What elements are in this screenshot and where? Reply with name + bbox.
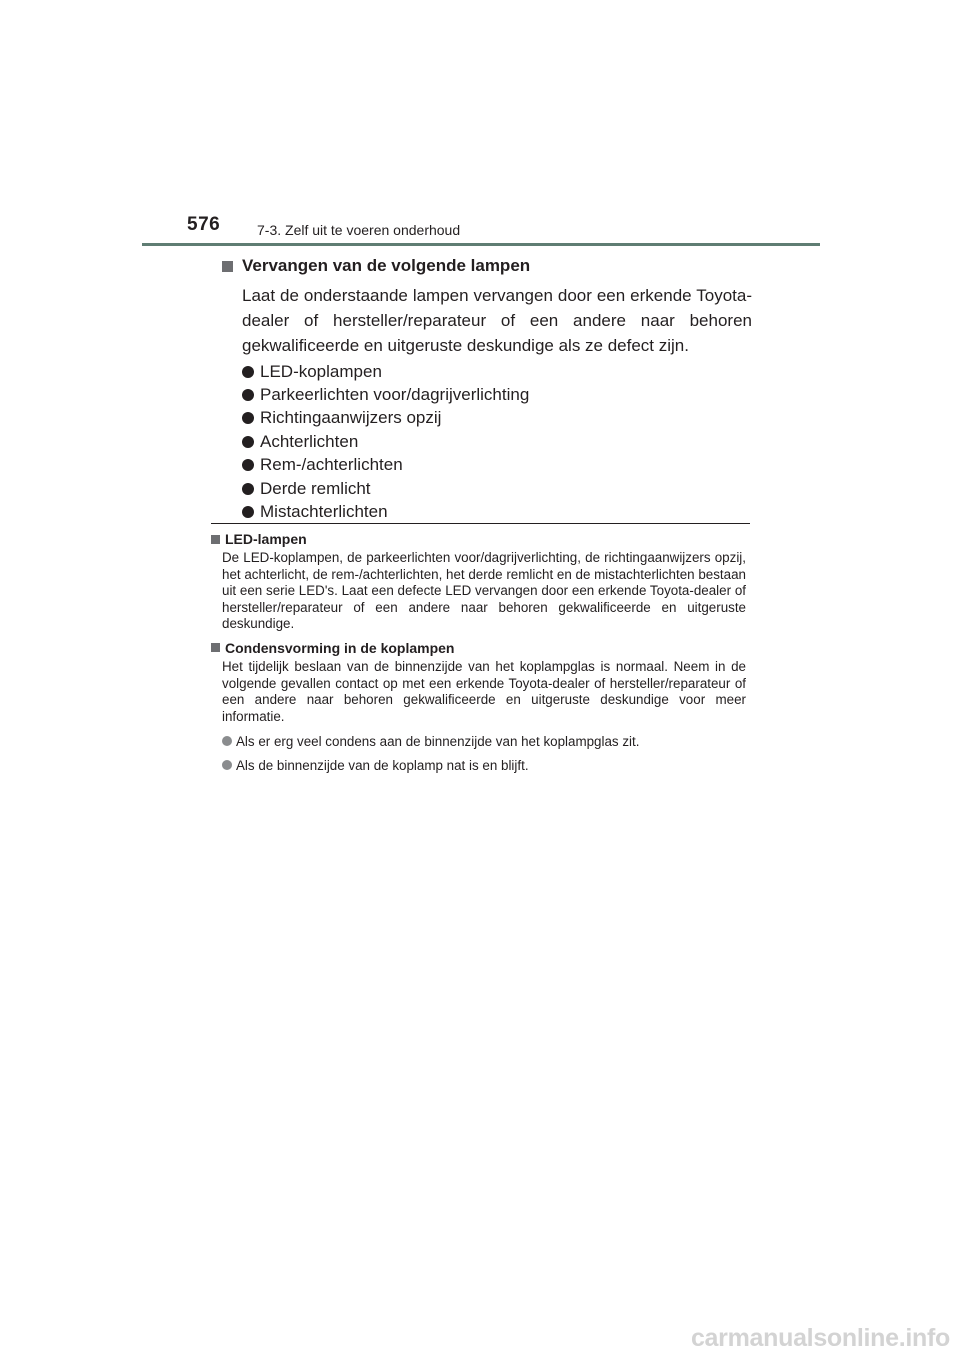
header-rule	[142, 243, 820, 246]
notes-divider	[211, 523, 750, 524]
lamp-list	[242, 360, 752, 524]
section-title: 7-3. Zelf uit te voeren onderhoud	[257, 222, 461, 238]
main-section	[222, 254, 752, 524]
bullet-dot-icon	[222, 760, 232, 770]
note-text: De LED-koplampen, de parkeerlichten voor/dagrijverlichting, de richtingaanwijzers opzij, het achterlicht, de rem-/achterlichten, het derde remlicht en de mistachterlichten bestaan uit een serie LED's. Laat een defecte LED vervangen door een erkende Toyota-dealer of hersteller/reparateur of een andere naar behoren gekwalificeerde en uitgeruste deskundige.	[222, 550, 746, 632]
note-heading: LED-lampen	[211, 530, 746, 548]
list-item: Parkeerlichten voor/dagrijverlichting	[242, 383, 752, 406]
bullet-dot-icon	[222, 736, 232, 746]
page-header	[142, 214, 820, 248]
bullet-dot-icon	[242, 366, 254, 378]
section-heading-text: Vervangen van de volgende lampen	[242, 256, 531, 275]
list-item: Als de binnenzijde van de koplamp nat is en blijft.	[222, 753, 746, 777]
notes-section	[211, 530, 746, 777]
section-heading	[222, 254, 752, 278]
note-text: Het tijdelijk beslaan van de binnenzijde van het koplampglas is normaal. Neem in de volgende gevallen contact op met een erkende Toyota-dealer of hersteller/reparateur of een andere naar behoren gekwalificeerde en uitgeruste deskundige voor meer informatie.	[222, 658, 746, 724]
square-bullet-icon	[211, 535, 220, 544]
note-led-lampen	[211, 530, 746, 633]
list-item: Achterlichten	[242, 430, 752, 453]
list-item: Rem-/achterlichten	[242, 454, 752, 477]
watermark: carmanualsonline.info	[690, 1324, 950, 1352]
note-bullet-list	[222, 729, 746, 777]
section-paragraph: Laat de onderstaande lampen vervangen door een erkende Toyota-dealer of hersteller/reparateur of een andere naar behoren gekwalificeerde en uitgeruste deskundige als ze defect zijn.	[242, 286, 752, 355]
list-item: Richtingaanwijzers opzij	[242, 407, 752, 430]
list-item: LED-koplampen	[242, 360, 752, 383]
bullet-dot-icon	[242, 506, 254, 518]
page-number: 576	[187, 214, 221, 235]
bullet-dot-icon	[242, 459, 254, 471]
list-item: Als er erg veel condens aan de binnenzijde van het koplampglas zit.	[222, 729, 746, 753]
bullet-dot-icon	[242, 483, 254, 495]
list-item: Mistachterlichten	[242, 500, 752, 523]
square-bullet-icon	[211, 643, 220, 652]
bullet-dot-icon	[242, 389, 254, 401]
square-bullet-icon	[222, 261, 233, 272]
list-item: Derde remlicht	[242, 477, 752, 500]
note-heading: Condensvorming in de koplampen	[211, 639, 746, 657]
bullet-dot-icon	[242, 412, 254, 424]
bullet-dot-icon	[242, 436, 254, 448]
note-condensvorming	[211, 639, 746, 777]
